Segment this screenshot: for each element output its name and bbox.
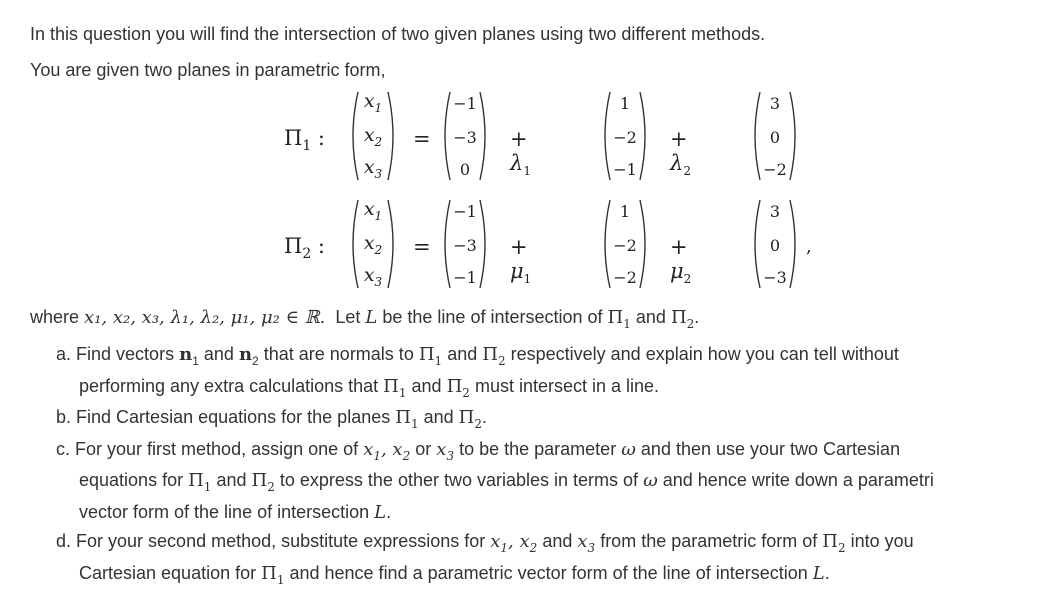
plane-1-point-vector: [438, 88, 492, 184]
equals-sign: =: [413, 235, 431, 259]
vector-entry: −2: [598, 128, 652, 147]
var-x3: $x_3$: [346, 156, 400, 178]
vector-entry: −3: [438, 236, 492, 255]
part-c-line-1: c. For your first method, assign one of $x_1$, $x_2$ or $x_3$ to be the parameter ω and then use your two Cartesian: [56, 435, 934, 467]
part-c-line-2: equations for $\Pi_1$ and $\Pi_2$ to express the other two variables in terms of ω and hence write down a parametri: [56, 466, 934, 498]
part-d-line-2: Cartesian equation for $\Pi_1$ and hence find a parametric vector form of the line of intersection L.: [56, 559, 934, 590]
vector-entry: −2: [748, 160, 802, 179]
vector-entry: −3: [748, 268, 802, 287]
vector-entry: 3: [748, 202, 802, 221]
intro-line-2: You are given two planes in parametric form,: [30, 58, 386, 82]
plane-1-label: $\Pi_1$ :: [284, 126, 325, 150]
variable-list: x₁, x₂, x₃, λ₁, λ₂, μ₁, μ₂ ∈ ℝ.: [84, 307, 325, 328]
part-d-line-1: d. For your second method, substitute expressions for $x_1$, $x_2$ and $x_3$ from the parametric form of $\Pi_2$ into you: [56, 527, 934, 559]
plus-mu-1: + $\mu_1$: [510, 235, 531, 283]
var-x1: $x_1$: [346, 90, 400, 112]
vector-entry: −3: [438, 128, 492, 147]
vector-entry: −1: [598, 160, 652, 179]
vector-entry: 0: [748, 128, 802, 147]
vector-entry: 3: [748, 94, 802, 113]
where-line: where x₁, x₂, x₃, λ₁, λ₂, μ₁, μ₂ ∈ ℝ. Let L be the line of intersection of $\Pi_1$ and $\Pi_2$.: [30, 305, 699, 331]
plus-lambda-1: + $\lambda_1$: [510, 127, 531, 175]
plane-2-point-vector: [438, 196, 492, 292]
vector-entry: −1: [438, 202, 492, 221]
intro-line-1: In this question you will find the intersection of two given planes using two different methods.: [30, 22, 765, 46]
vector-entry: −1: [438, 268, 492, 287]
vector-entry: −1: [438, 94, 492, 113]
plane-1-variable-vector: [346, 88, 400, 184]
plane-1-direction-1: [598, 88, 652, 184]
plane-1-direction-2: [748, 88, 802, 184]
plane-2-direction-2: [748, 196, 802, 292]
var-x2: $x_2$: [346, 124, 400, 146]
var-x2: $x_2$: [346, 232, 400, 254]
vector-entry: 0: [748, 236, 802, 255]
question-parts: [56, 340, 934, 590]
part-b: b. Find Cartesian equations for the planes $\Pi_1$ and $\Pi_2$.: [56, 403, 934, 435]
var-x3: $x_3$: [346, 264, 400, 286]
plane-2-label: $\Pi_2$ :: [284, 234, 325, 258]
equals-sign: =: [413, 127, 431, 151]
trailing-comma: ,: [806, 236, 812, 257]
plus-lambda-2: + $\lambda_2$: [670, 127, 691, 175]
vector-entry: −2: [598, 236, 652, 255]
vector-entry: −2: [598, 268, 652, 287]
plane-2-direction-1: [598, 196, 652, 292]
vector-entry: 1: [598, 94, 652, 113]
part-c-line-3: vector form of the line of intersection L.: [56, 498, 934, 528]
vector-entry: 1: [598, 202, 652, 221]
plus-mu-2: + $\mu_2$: [670, 235, 691, 283]
var-x1: $x_1$: [346, 198, 400, 220]
part-a-line-1: a. Find vectors $n_1$ and $n_2$ that are normals to $\Pi_1$ and $\Pi_2$ respectively and explain how you can tell without: [56, 340, 934, 372]
plane-2-variable-vector: [346, 196, 400, 292]
part-a-line-2: performing any extra calculations that $\Pi_1$ and $\Pi_2$ must intersect in a line.: [56, 372, 934, 404]
vector-entry: 0: [438, 160, 492, 179]
